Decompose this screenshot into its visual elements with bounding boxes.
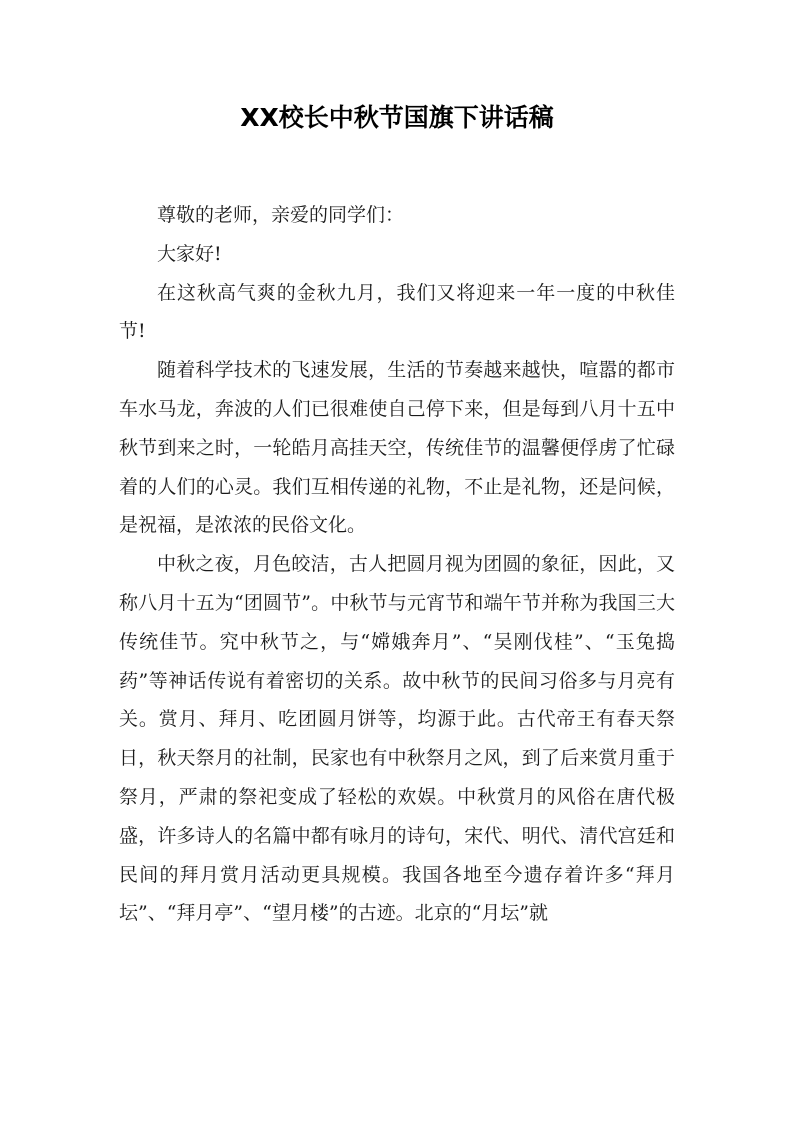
greeting: 大家好! bbox=[157, 242, 222, 265]
paragraph-history: 中秋之夜，月色皎洁，古人把圆月视为团圆的象征，因此，又称八月十五为“团圆节”。中秋节与元宵节和端午节并称为我国三大传统佳节。究中秋节之，与“嫦娥奔月”、“吴刚伐桂”、“玉兔捣药”等神话传说有着密切的关系。故中秋节的民间习俗多与月亮有关。赏月、拜月、吃团圆月饼等，均源于此。古代帝王有春天祭日，秋天祭月的社制，民家也有中秋祭月之风，到了后来赏月重于祭月，严肃的祭祀变成了轻松的欢娱。中秋赏月的风俗在唐代极盛，许多诗人的名篇中都有咏月的诗句，宋代、明代、清代宫廷和民间的拜月赏月活动更具规模。我国各地至今遗存着许多“拜月坛”、“拜月亭”、“望月楼”的古迹。北京的“月坛”就 bbox=[119, 553, 675, 925]
speech-body bbox=[119, 196, 675, 933]
paragraph-intro: 在这秋高气爽的金秋九月，我们又将迎来一年一度的中秋佳节! bbox=[119, 281, 675, 343]
salutation: 尊敬的老师，亲爱的同学们： bbox=[157, 204, 405, 226]
paragraph-modern-life: 随着科学技术的飞速发展，生活的节奏越来越快，喧嚣的都市车水马龙，奔波的人们已很难使自己停下来，但是每到八月十五中秋节到来之时，一轮皓月高挂天空，传统佳节的温馨便俘虏了忙碌着的人们的心灵。我们互相传递的礼物，不止是礼物，还是问候，是祝福，是浓浓的民俗文化。 bbox=[119, 359, 675, 537]
page-title: XX校长中秋节国旗下讲话稿 bbox=[240, 103, 554, 132]
